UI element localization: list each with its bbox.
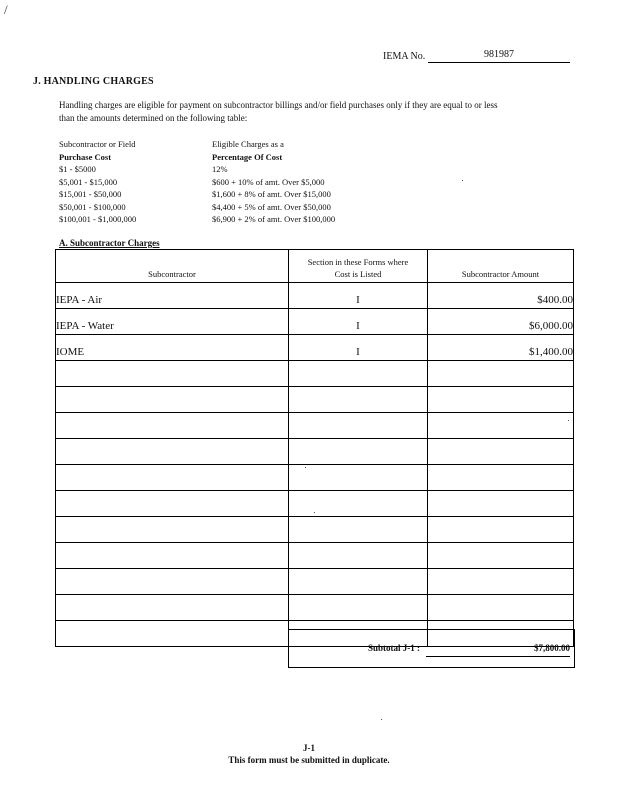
subcontractor-cell[interactable] bbox=[56, 595, 289, 621]
rate-range: $50,001 - $100,000 bbox=[59, 201, 126, 212]
scan-speck bbox=[314, 512, 315, 513]
subcontractor-section-title: A. Subcontractor Charges bbox=[59, 238, 160, 248]
subcontractor-cell[interactable]: IEPA - Water bbox=[56, 309, 289, 335]
scan-speck bbox=[462, 180, 463, 181]
section-cell[interactable] bbox=[289, 387, 428, 413]
table-row bbox=[56, 361, 574, 387]
section-cell[interactable] bbox=[289, 465, 428, 491]
footer-note: This form must be submitted in duplicate. bbox=[228, 755, 390, 765]
scan-speck bbox=[381, 719, 382, 720]
rate-charge: $4,400 + 5% of amt. Over $50,000 bbox=[212, 201, 331, 212]
table-header-row bbox=[56, 250, 574, 283]
rate-charge: $600 + 10% of amt. Over $5,000 bbox=[212, 176, 325, 187]
iema-number-underline bbox=[428, 62, 570, 63]
rate-range: $1 - $5000 bbox=[59, 164, 96, 174]
col-subcontractor-header: Subcontractor bbox=[56, 250, 289, 283]
scan-speck bbox=[305, 467, 306, 468]
amount-cell[interactable] bbox=[428, 569, 574, 595]
subcontractor-cell[interactable]: IOME bbox=[56, 335, 289, 361]
section-cell[interactable] bbox=[289, 543, 428, 569]
table-row bbox=[56, 283, 574, 309]
rate-table-header: Percentage Of Cost bbox=[212, 151, 283, 162]
subcontractor-cell[interactable] bbox=[56, 439, 289, 465]
subtotal-value[interactable]: $7,800.00 bbox=[534, 643, 570, 653]
subcontractor-cell[interactable] bbox=[56, 621, 289, 647]
table-row bbox=[56, 309, 574, 335]
table-row bbox=[56, 439, 574, 465]
subcontractor-cell[interactable] bbox=[56, 543, 289, 569]
rate-table-header: Subcontractor or Field bbox=[59, 139, 136, 149]
subcontractor-cell[interactable]: IEPA - Air bbox=[56, 283, 289, 309]
rate-range: $15,001 - $50,000 bbox=[59, 189, 122, 199]
rate-table-cost-column bbox=[59, 138, 136, 226]
table-row bbox=[56, 569, 574, 595]
table-row bbox=[56, 413, 574, 439]
table-row bbox=[56, 595, 574, 621]
col-amount-header: Subcontractor Amount bbox=[428, 250, 574, 283]
subcontractor-cell[interactable] bbox=[56, 465, 289, 491]
rate-charge: $1,600 + 8% of amt. Over $15,000 bbox=[212, 189, 331, 199]
scan-speck bbox=[568, 420, 569, 421]
amount-cell[interactable] bbox=[428, 387, 574, 413]
page-number: J-1 bbox=[303, 743, 315, 753]
amount-cell[interactable]: $6,000.00 bbox=[428, 309, 574, 335]
table-row bbox=[56, 387, 574, 413]
section-cell[interactable] bbox=[289, 491, 428, 517]
table-row bbox=[56, 543, 574, 569]
subcontractor-table bbox=[55, 249, 574, 647]
section-cell[interactable]: I bbox=[289, 309, 428, 335]
subcontractor-cell[interactable] bbox=[56, 361, 289, 387]
section-cell[interactable] bbox=[289, 413, 428, 439]
section-cell[interactable] bbox=[289, 517, 428, 543]
col-section-header: Section in these Forms where Cost is Listed bbox=[289, 250, 428, 283]
rate-charge: 12% bbox=[212, 164, 228, 174]
rate-charge: $6,900 + 2% of amt. Over $100,000 bbox=[212, 214, 336, 224]
amount-cell[interactable]: $400.00 bbox=[428, 283, 574, 309]
table-row bbox=[56, 335, 574, 361]
section-cell[interactable] bbox=[289, 595, 428, 621]
rate-range: $100,001 - $1,000,000 bbox=[59, 214, 137, 224]
rate-range: $5,001 - $15,000 bbox=[59, 176, 118, 187]
subtotal-underline bbox=[426, 656, 570, 657]
rate-table-header: Eligible Charges as a bbox=[212, 139, 284, 149]
section-cell[interactable] bbox=[289, 439, 428, 465]
rate-table-charge-column bbox=[212, 138, 335, 226]
amount-cell[interactable]: $1,400.00 bbox=[428, 335, 574, 361]
table-row bbox=[56, 517, 574, 543]
amount-cell[interactable] bbox=[428, 543, 574, 569]
section-heading: J. HANDLING CHARGES bbox=[33, 76, 154, 87]
subcontractor-cell[interactable] bbox=[56, 387, 289, 413]
subtotal-label: Subtotal J-1 : bbox=[368, 643, 421, 653]
amount-cell[interactable] bbox=[428, 465, 574, 491]
subcontractor-cell[interactable] bbox=[56, 517, 289, 543]
section-cell[interactable]: I bbox=[289, 283, 428, 309]
rate-table-header: Purchase Cost bbox=[59, 151, 112, 162]
amount-cell[interactable] bbox=[428, 491, 574, 517]
amount-cell[interactable] bbox=[428, 595, 574, 621]
iema-number-label: IEMA No. bbox=[383, 51, 426, 62]
iema-number-value: 981987 bbox=[484, 49, 514, 60]
subcontractor-cell[interactable] bbox=[56, 491, 289, 517]
section-cell[interactable]: I bbox=[289, 335, 428, 361]
amount-cell[interactable] bbox=[428, 361, 574, 387]
subcontractor-cell[interactable] bbox=[56, 413, 289, 439]
amount-cell[interactable] bbox=[428, 517, 574, 543]
section-cell[interactable] bbox=[289, 361, 428, 387]
amount-cell[interactable] bbox=[428, 439, 574, 465]
intro-paragraph: Handling charges are eligible for payment on subcontractor billings and/or field purchases only if they are equal to or less than the amounts determined on the following table: bbox=[59, 100, 498, 123]
section-cell[interactable] bbox=[289, 569, 428, 595]
corner-mark: / bbox=[4, 2, 8, 17]
amount-cell[interactable] bbox=[428, 413, 574, 439]
table-row bbox=[56, 465, 574, 491]
subcontractor-cell[interactable] bbox=[56, 569, 289, 595]
